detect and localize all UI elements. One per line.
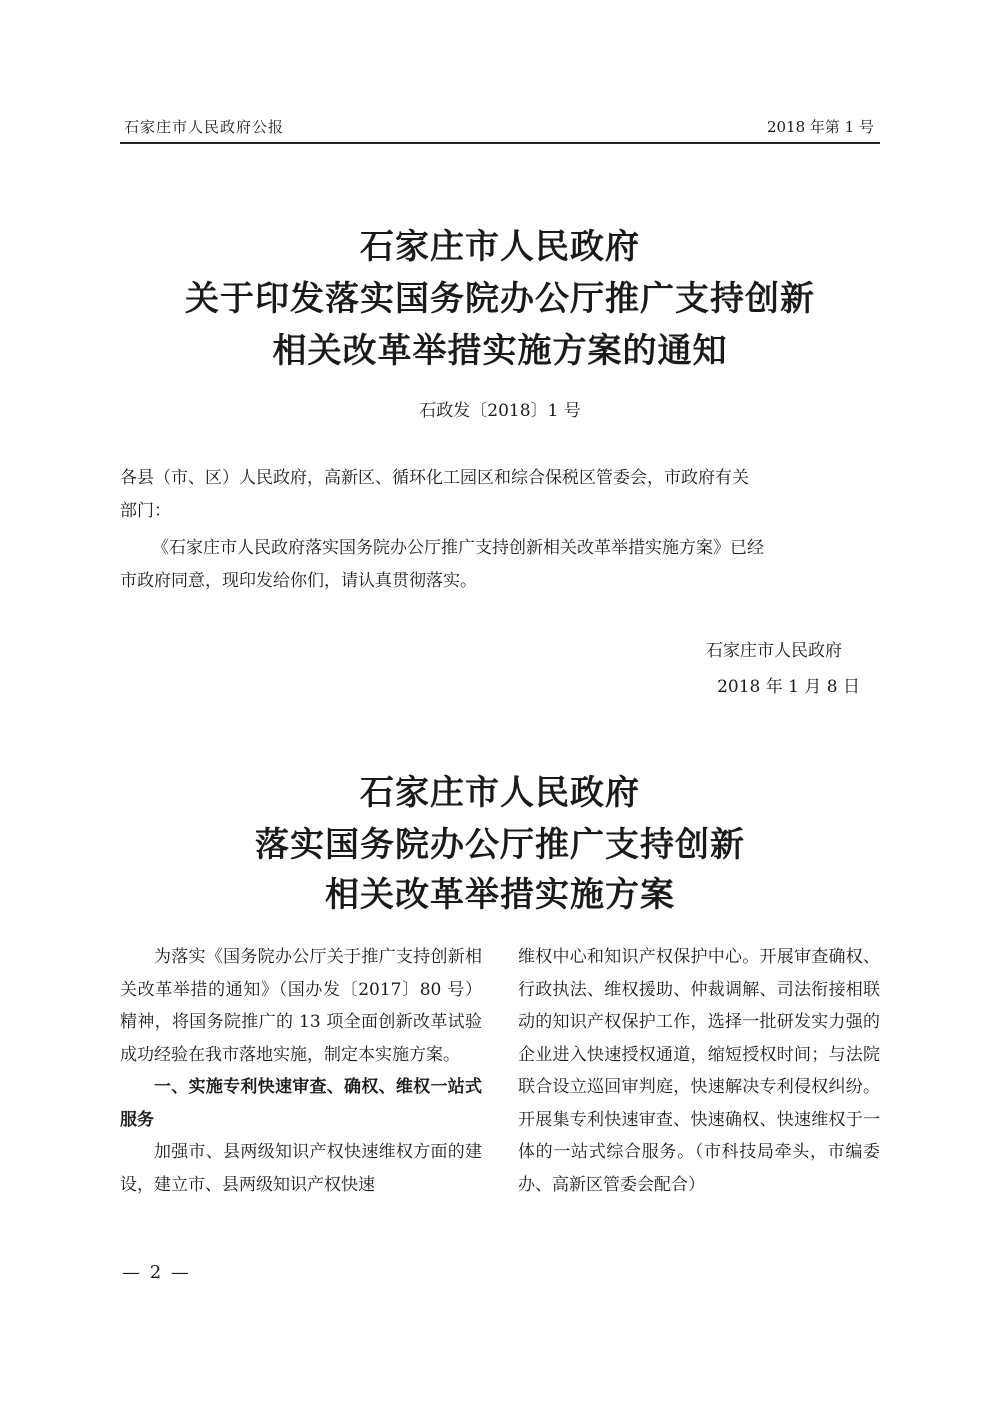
issuer-signature: 石家庄市人民政府 (706, 641, 842, 661)
publication-name: 石家庄市人民政府公报 (124, 118, 285, 136)
section-1-body-start: 加强市、县两级知识产权快速维权方面的建设，建立市、县两级知识产权快速 (120, 1142, 482, 1195)
plan-intro-paragraph: 为落实《国务院办公厅关于推广支持创新相关改革举措的通知》（国办发〔2017〕80 号）精神，将国务院推广的 13 项全面创新改革试验成功经验在我市落地实施，制定本实施方案。 (120, 947, 482, 1065)
notice-body-line-2: 市政府同意，现印发给你们，请认真贯彻落实。 (120, 571, 477, 591)
notice-title-line-2: 关于印发落实国务院办公厅推广支持创新 (185, 279, 815, 319)
plan-title-line-2: 落实国务院办公厅推广支持创新 (255, 825, 745, 865)
plan-title-line-1: 石家庄市人民政府 (360, 773, 640, 813)
page-number: — 2 — (122, 1262, 191, 1283)
addressee-line-2: 部门： (120, 501, 171, 521)
section-1-body-continued: 维权中心和知识产权保护中心。开展审查确权、行政执法、维权援助、仲裁调解、司法衔接相联动的知识产权保护工作，选择一批研发实力强的企业进入快速授权通道，缩短授权时间；与法院联合设立巡回审判庭，快速解决专利侵权纠纷。开展集专利快速审查、快速确权、快速维权于一体的一站式综合服务。（市科技局牵头，市编委办、高新区管委会配合） (518, 947, 880, 1195)
addressee-line-1: 各县（市、区）人民政府，高新区、循环化工园区和综合保税区管委会，市政府有关 (120, 468, 749, 488)
notice-title-line-1: 石家庄市人民政府 (360, 227, 640, 267)
plan-title-line-3: 相关改革举措实施方案 (325, 875, 675, 915)
issue-date: 2018 年 1 月 8 日 (717, 677, 860, 697)
section-1-heading: 一、实施专利快速审查、确权、维权一站式服务 (120, 1077, 482, 1130)
document-number: 石政发〔2018〕1 号 (419, 401, 581, 421)
issue-number: 2018 年第 1 号 (766, 118, 874, 136)
notice-body-line-1: 《石家庄市人民政府落实国务院办公厅推广支持创新相关改革举措实施方案》已经 (152, 538, 764, 558)
notice-title-line-3: 相关改革举措实施方案的通知 (272, 331, 728, 371)
left-column (120, 941, 482, 1201)
right-column (518, 941, 880, 1201)
page-header (120, 116, 880, 144)
